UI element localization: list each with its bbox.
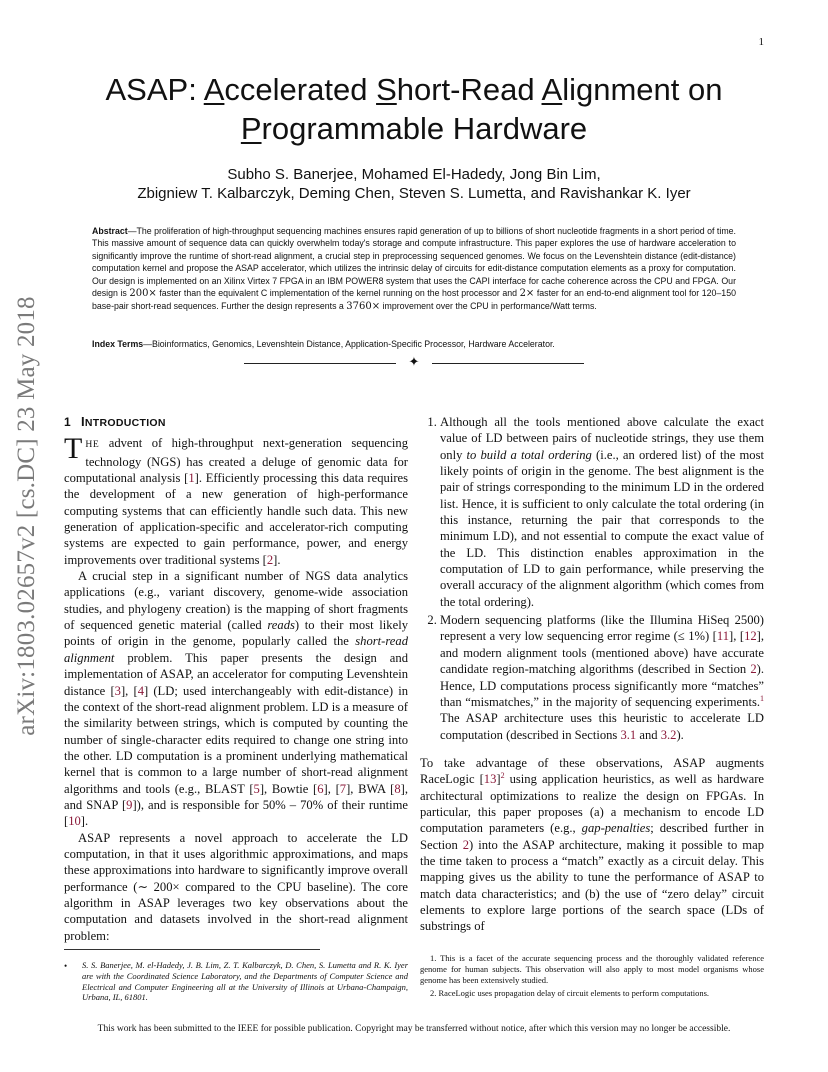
- emphasis: reads: [267, 618, 295, 633]
- footnote-marker[interactable]: 2: [500, 771, 505, 781]
- left-column: [64, 414, 408, 944]
- text: ). Hence, LD computations process significantly more “matches” than “mismatches,” in the majority of sequencing experiments.: [440, 662, 764, 709]
- section-link[interactable]: 2: [750, 662, 757, 677]
- abstract: [92, 225, 736, 314]
- right-column: [420, 414, 764, 935]
- observation-list: [420, 414, 764, 743]
- list-item: [440, 612, 764, 743]
- text: problem. This paper presents the design and implementation of ASAP, an accelerator for computing Levenshtein distance [: [64, 650, 408, 698]
- title-part: rogrammable Hardware: [261, 111, 588, 146]
- title-part: ccelerated: [224, 72, 377, 107]
- title-acronym-letter: S: [376, 72, 397, 107]
- section-divider: [244, 356, 584, 370]
- footnote-marker[interactable]: 1: [760, 693, 764, 703]
- emphasis: gap-penalties: [581, 821, 651, 836]
- section-link[interactable]: 3.2: [660, 727, 677, 742]
- author-line-2: Zbigniew T. Kalbarczyk, Deming Chen, Steven S. Lumetta, and Ravishankar K. Iyer: [137, 185, 691, 202]
- section-heading: [64, 414, 408, 431]
- text: ) to their most likely points of origin in the genome, popularly called the: [64, 618, 408, 649]
- abstract-text: faster than the equivalent C implementation of the kernel running on the host processor and: [156, 288, 520, 299]
- page-number: 1: [758, 36, 764, 48]
- text: Although all the tools mentioned above calculate the exact value of LD between pairs of nucleotide strings, they use them only: [440, 415, 764, 462]
- citation-link[interactable]: 6: [317, 781, 324, 796]
- paper-title: [70, 70, 758, 148]
- divider-line-right: [432, 363, 584, 364]
- copyright-notice: This work has been submitted to the IEEE for possible publication. Copyright may be transferred without notice, after which this version may no longer be accessible.: [97, 1024, 731, 1034]
- citation-link[interactable]: 8: [394, 781, 401, 796]
- intro-paragraph-2: [64, 568, 408, 830]
- footnotes: [420, 953, 764, 1002]
- math: ∼ 200×: [137, 879, 180, 894]
- math: ≤ 1%: [677, 629, 705, 644]
- citation-link[interactable]: 11: [716, 629, 730, 644]
- footnote-1: 1. This is a facet of the accurate sequencing process and the thoroughly validated reference genome for human subjects. This observation will also apply to most model organisms whose genome has been extensively studied.: [420, 953, 764, 985]
- citation-link[interactable]: 10: [68, 814, 81, 829]
- arxiv-identifier-text: arXiv:1803.02657v2 [cs.DC] 23 May 2018: [13, 296, 40, 736]
- text: ) [: [704, 629, 717, 644]
- text: using application heuristics, as well as hardware architectural optimizations to realize the design on FPGAs. In particular, this paper proposes (a) a mechanism to encode LD computation parameters (e.g.,: [420, 772, 764, 836]
- section-link[interactable]: 3.1: [620, 727, 637, 742]
- paragraph-approach: [420, 755, 764, 935]
- text: ) into the ASAP architecture, making it possible to map the time taken to process a “match” exactly as a circuit delay. This mapping gives us the ability to tune the performance of ASAP to match data characteristics; and (b) the use of “zero delay” circuit elements to explore large portions of the search space (LDs of substrings of: [420, 837, 764, 934]
- title-part: lignment on: [562, 72, 723, 107]
- index-terms-text: —Bioinformatics, Genomics, Levenshtein Distance, Application-Specific Processor, Hardware Accelerator.: [143, 339, 555, 349]
- footnote-2: 2. RaceLogic uses propagation delay of circuit elements to perform computations.: [430, 988, 709, 999]
- drop-cap-smallcaps: HE: [85, 439, 100, 451]
- text: ], and modern alignment tools (mentioned above) have accurate candidate region-matching algorithms (described in Section: [440, 629, 764, 677]
- text: ]. Efficiently processing this data requires the development of a new generation of high-performance computing systems that can efficiently handle such data. This new generation of application-specific and accelerator-rich computing systems are expected to gain performance, power, and energy improvements over traditional systems [: [64, 471, 408, 567]
- text: ], [: [729, 629, 745, 644]
- abstract-factor: 200×: [129, 288, 157, 300]
- citation-link[interactable]: 4: [137, 683, 144, 698]
- text: To take advantage of these observations, ASAP augments RaceLogic [: [420, 755, 764, 787]
- emphasis: to build a total ordering: [466, 447, 592, 462]
- abstract-text: improvement over the CPU in performance/Watt terms.: [380, 301, 597, 312]
- text: compared to the CPU baseline). The core algorithm in ASAP leverages two key observations about the computation and datasets involved in the short-read alignment problem:: [64, 879, 408, 943]
- abstract-factor: 2×: [519, 288, 535, 300]
- section-number: 1: [64, 415, 71, 429]
- text: ]), and is responsible for 50% – 70% of their runtime [: [64, 797, 409, 829]
- text: ], BWA [: [346, 781, 395, 796]
- emphasis: short-read alignment: [64, 634, 408, 665]
- text: ; described further in Section: [420, 821, 764, 852]
- citation-link[interactable]: 12: [744, 629, 757, 644]
- drop-cap: T: [64, 432, 83, 466]
- text: ] (LD; used interchangeably with edit-distance) in the context of the short-read alignment problem. LD is a measure of the similarity between strings, which is computed by counting the number of single-character edits required to change one string into the other. LD computation is a prominent underlying mathematical kernel that is common to a large number of short-read alignment algorithms and tools (e.g., BLAST [: [64, 683, 409, 796]
- arxiv-identifier: [6, 276, 48, 756]
- text: advent of high-throughput next-generation sequencing technology (NGS) has created a deluge of genomic data for computational analysis [: [64, 436, 408, 486]
- divider-line-left: [244, 363, 396, 364]
- index-terms-label: Index Terms: [92, 339, 144, 349]
- title-acronym-letter: A: [541, 72, 563, 107]
- abstract-label: Abstract: [92, 226, 128, 236]
- affiliation-footnote: [64, 960, 408, 1003]
- citation-link[interactable]: 9: [126, 797, 133, 812]
- text: ].: [273, 552, 281, 567]
- section-title-initial: I: [80, 414, 85, 429]
- text: ).: [676, 727, 684, 742]
- text: (i.e., an ordered list) of the most likely points of origin in the genome. The best alignment is the pair of strings corresponding to the minimum LD in the ordered list. Hence, it is sufficient to only calculate the total ordering (in this instance, returning the pair that corresponds to the minimum LD), and not essential to compute the exact value of the LD. This distinction enables approximation in the computation of LD to gain performance, while preserving the overall accuracy of the alignment algorithm (which comes from the total ordering).: [440, 447, 764, 609]
- section-title-rest: NTRODUCTION: [84, 417, 166, 429]
- text: A crucial step in a significant number of NGS data analytics applications (e.g., variant discovery, genome-wide association studies, and phylogeny creation) is the mapping of short fragments of sequenced genetic material (called: [64, 569, 408, 633]
- text: The ASAP architecture uses this heuristic to accelerate LD computation (described in Sections: [440, 711, 764, 742]
- citation-link[interactable]: 5: [253, 781, 260, 796]
- text: ], Bowtie [: [259, 781, 318, 796]
- bullet-icon: •: [64, 961, 68, 971]
- text: ].: [80, 814, 89, 829]
- citation-link[interactable]: 1: [188, 471, 195, 486]
- intro-paragraph-3: [64, 830, 408, 944]
- text: ], [: [120, 683, 138, 698]
- author-list: [70, 165, 758, 203]
- abstract-factor: 3760×: [346, 301, 381, 313]
- title-part: ASAP:: [105, 72, 204, 107]
- citation-link[interactable]: 3: [114, 683, 121, 698]
- text: ], [: [323, 781, 340, 796]
- text: Modern sequencing platforms (like the Illumina HiSeq 2500) represent a very low sequencing error regime (: [440, 613, 764, 644]
- affiliation-text: S. S. Banerjee, M. el-Hadedy, J. B. Lim, Z. T. Kalbarczyk, D. Chen, S. Lumetta and R. K. Iyer are with the Coordinated Science Laboratory, and the Departments of Computer Science and Electrical and Computer Engineering all at the University of Illinois at Urbana-Champaign, Urbana, IL, 61801.: [82, 960, 408, 1003]
- title-acronym-letter: P: [240, 111, 262, 146]
- divider-star-icon: ✦: [408, 354, 420, 369]
- text: ], and SNAP [: [64, 781, 408, 812]
- section-link[interactable]: 2: [462, 837, 470, 852]
- text: ASAP represents a novel approach to accelerate the LD computation, in that it uses algorithmic approximations, and maps these approximations into hardware to significantly improve overall performance (: [64, 830, 408, 894]
- citation-link[interactable]: 7: [339, 781, 347, 796]
- author-line-1: Subho S. Banerjee, Mohamed El-Hadedy, Jong Bin Lim,: [227, 166, 601, 183]
- abstract-text: faster for an end-to-end alignment tool for 120–150 base-pair short-read sequences. Further the design represents a: [92, 288, 736, 312]
- intro-paragraph-1: [64, 432, 408, 568]
- index-terms: [92, 338, 736, 350]
- title-part: hort-Read: [396, 72, 542, 107]
- title-acronym-letter: A: [203, 72, 225, 107]
- citation-link[interactable]: 13: [483, 772, 497, 787]
- list-item: [440, 414, 764, 610]
- citation-link[interactable]: 2: [266, 552, 274, 567]
- abstract-text: —The proliferation of high-throughput sequencing machines ensures rapid generation of up to billions of short nucleotide fragments in a short period of time. This massive amount of sequence data can quickly overwhelm today's storage and compute infrastructure. This paper explores the use of hardware acceleration to significantly improve the runtime of short-read alignment, a crucial step in preprocessing sequenced genomes. We focus on the Levenshtein distance (edit-distance) computation kernel and propose the ASAP accelerator, which utilizes the intrinsic delay of circuits for edit-distance computation elements as a proxy for computation. Our design is implemented on an Xilinx Virtex 7 FPGA in an IBM POWER8 system that uses the CAPI interface for cache coherence across the CPU and FPGA. Our design is: [92, 226, 736, 299]
- text: ]: [496, 772, 501, 787]
- text: and: [636, 727, 661, 742]
- footnote-rule: [64, 949, 320, 950]
